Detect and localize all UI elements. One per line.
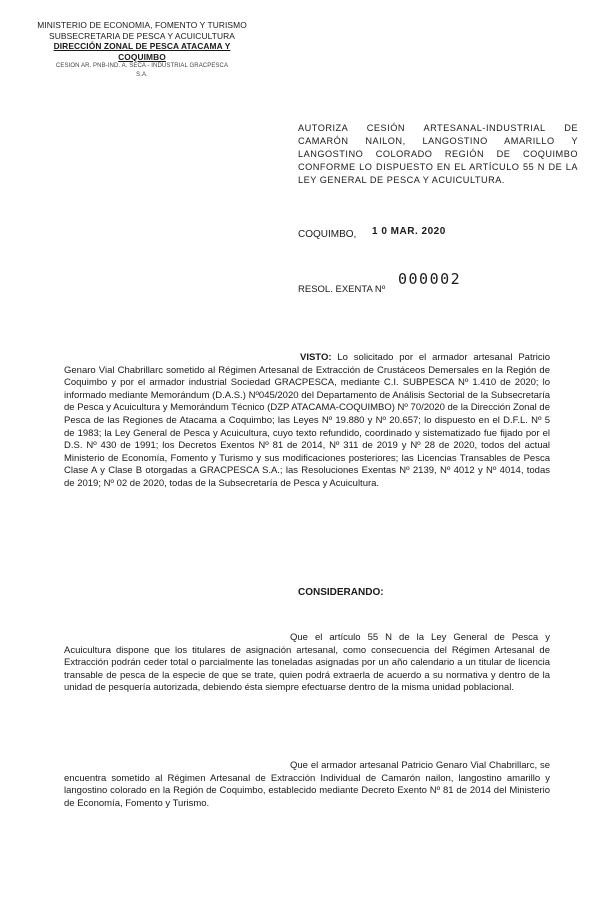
letterhead	[22, 20, 262, 80]
considerando-paragraph-1	[64, 632, 550, 695]
considerando-heading: CONSIDERANDO:	[298, 587, 384, 598]
resolution-number: 000002	[398, 270, 462, 288]
ministry-name: MINISTERIO DE ECONOMIA, FOMENTO Y TURISMO	[37, 20, 247, 30]
zonal-office-region: COQUIMBO	[118, 51, 166, 62]
zonal-office-name: DIRECCIÓN ZONAL DE PESCA ATACAMA Y	[53, 41, 231, 51]
visto-paragraph	[64, 352, 550, 491]
file-reference: CESION AR. PNB-IND. A. SECA - INDUSTRIAL GRACPESCA	[55, 63, 229, 69]
place-label: COQUIMBO,	[298, 229, 357, 240]
considerando-1-text: Que el artículo 55 N de la Ley General de Pesca y Acuicultura dispone que los titulares de asignación artesanal, como consecuencia del Régimen Artesanal de Extracción podrán ceder total o parcialmente las toneladas asignadas por un año calendario a un titular de licencia transable de pesca de la especie de que se trate, quien podrá extraerla de acuerdo a su normativa y dentro de la unidad de pesquería autorizada, debiendo ésta siempre efectuarse dentro de la misma unidad poblacional.	[64, 632, 550, 694]
undersecretariat-name: SUBSECRETARIA DE PESCA Y ACUICULTURA	[49, 30, 235, 41]
visto-label: VISTO:	[300, 352, 332, 363]
considerando-2-text: Que el armador artesanal Patricio Genaro Vial Chabrillarc, se encuentra sometido al Régimen Artesanal de Extracción Individual de Camarón nailon, langostino amarillo y langostino colorado en la Región de Coquimbo, establecido mediante Decreto Exento Nº 81 de 2014 del Ministerio de Economía, Fomento y Turismo.	[64, 760, 550, 809]
considerando-paragraph-2	[64, 760, 550, 810]
resolution-label: RESOL. EXENTA Nº	[298, 284, 386, 295]
visto-text: Lo solicitado por el armador artesanal Patricio Genaro Vial Chabrillarc sometido al Régimen Artesanal de Extracción de Crustáceos Demersales en la Región de Coquimbo y por el armador industrial Sociedad GRACPESCA, mediante C.I. SUBPESCA Nº 1.410 de 2020; lo informado mediante Memorándum (D.A.S.) Nº045/2020 del Departamento de Análisis Sectorial de la Subsecretaría de Pesca y Acuicultura y Memorándum Técnico (DZP ATACAMA-COQUIMBO) Nº 70/2020 de la Dirección Zonal de Pesca de las Regiones de Atacama a Coquimbo; las Leyes Nº 19.880 y Nº 20.657; lo dispuesto en el D.F.L. Nº 5 de 1983; la Ley General de Pesca y Acuicultura, cuyo texto refundido, coordinado y sistematizado fue fijado por el D.S. Nº 430 de 1991; los Decretos Exentos Nº 81 de 2014, Nº 311 de 2019 y Nº 28 de 2020, todos del actual Ministerio de Economía, Fomento y Turismo y sus modificaciones posteriores; las Licencias Transables de Pesca Clase A y Clase B otorgadas a GRACPESCA S.A.; las Resoluciones Exentas Nº 2139, Nº 4012 y Nº 4014, todas de 2019; Nº 02 de 2020, todas de la Subsecretaría de Pesca y Acuicultura.	[64, 352, 550, 489]
resolution-title: AUTORIZA CESIÓN ARTESANAL-INDUSTRIAL DE CAMARÓN NAILON, LANGOSTINO AMARILLO Y LANGOSTINO COLORADO REGIÓN DE COQUIMBO CONFORME LO DISPUESTO EN EL ARTÍCULO 55 N DE LA LEY GENERAL DE PESCA Y ACUICULTURA.	[298, 123, 578, 185]
file-reference-suffix: S.A.	[136, 72, 148, 78]
date-stamp: 1 0 MAR. 2020	[372, 226, 446, 237]
